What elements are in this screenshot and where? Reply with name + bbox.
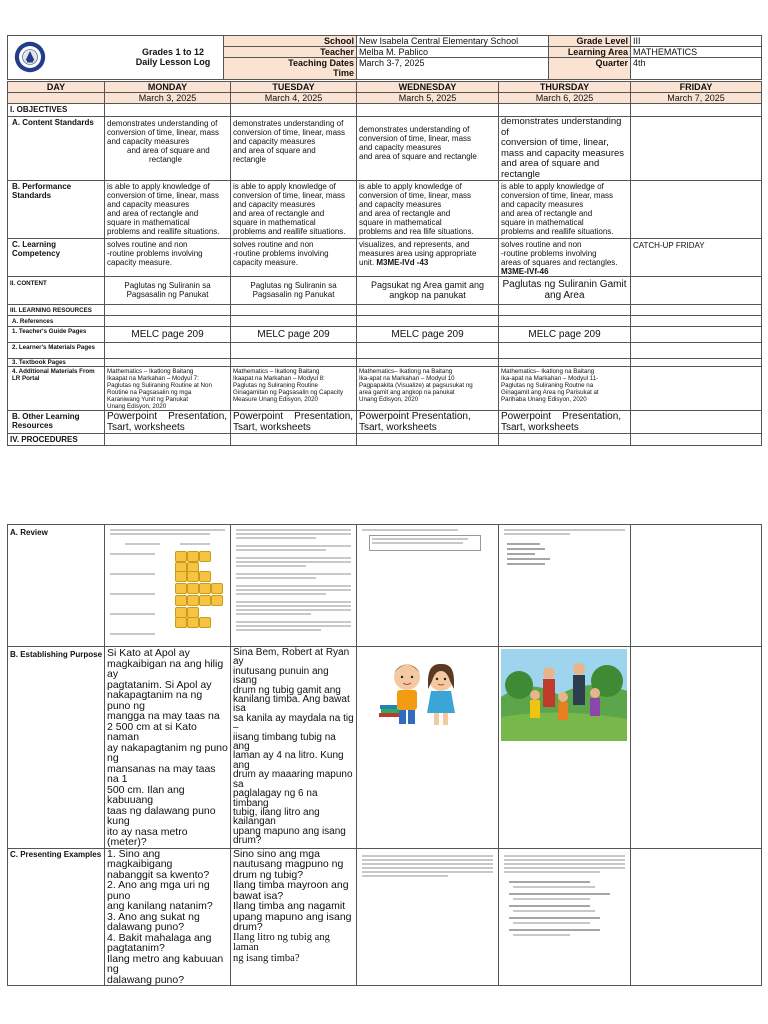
date-monday: March 3, 2025: [105, 93, 231, 104]
lesson-body-page-1: [7, 81, 761, 446]
quarter-label: Quarter: [549, 58, 631, 80]
additional-thu: Mathematics– Ikatlong na Baitang Ika-apat na Markahan – Modyul 11- Paglutas ng Suliraning Routne na Ginagamit ang Area ng Parisukat at Parihaba Unang Edisyon, 2020: [499, 367, 631, 411]
day-wednesday: WEDNESDAY: [357, 82, 499, 93]
content-standards-thu: demonstrates understanding of conversion of time, linear, mass and capacity measures and area of square and rectangle: [499, 117, 631, 181]
review-label: A. Review: [8, 525, 105, 647]
purpose-mon: Si Kato at Apol ay magkaibigan na ang hilig ay pagtatanim. Si Apol ay nakapagtanim na ng puno ng mangga na may taas na 2 500 cm at si Kato naman ay nakapagtanim ng puno ng mansanas na may taas na 1 500 cm. Ilan ang kabuuang taas ng dalawang puno kung ito ay nasa metro (meter)?: [105, 647, 231, 849]
time-label: Time: [333, 68, 354, 78]
day-thursday: THURSDAY: [499, 82, 631, 93]
guide-mon: MELC page 209: [105, 327, 231, 343]
day-friday: FRIDAY: [631, 82, 762, 93]
content-wed: Pagsukat ng Area gamit ang angkop na panukat: [357, 277, 499, 305]
teaching-dates-text: Teaching Dates: [288, 58, 354, 68]
day-label: DAY: [8, 82, 105, 93]
teaching-dates-value: March 3-7, 2025: [357, 58, 549, 80]
catch-up-friday: CATCH-UP FRIDAY: [631, 239, 762, 277]
lesson-body-page-2: [7, 524, 761, 986]
other-tue: Powerpoint Presentation, Tsart, worksheets: [231, 411, 357, 434]
content-tue: Paglutas ng Suliranin sa Pagsasalin ng Panukat: [231, 277, 357, 305]
learning-resources-heading: III. LEARNING RESOURCES: [8, 305, 105, 316]
grade-level-value: III: [631, 36, 762, 47]
competency-mon: solves routine and non -routine problems involving capacity measure.: [105, 239, 231, 277]
content-standards-mon: demonstrates understanding of conversion of time, linear, mass and capacity measures and area of square and rectangle: [105, 117, 231, 181]
date-wednesday: March 5, 2025: [357, 93, 499, 104]
purpose-tue: Sina Bem, Robert at Ryan ay inutusang punuin ang isang drum ng tubig gamit ang kanilang timba. Ang bawat isa sa kanila ay maydala na tig – iisang timbang tubig na ang laman ay 4 na litro. Kung ang drum ay maaaring mapuno sa paglalagay ng 6 na timbang tubig, ilang litro ang kailangan upang mapuno ang isang drum?: [231, 647, 357, 849]
school-label: School: [224, 36, 357, 47]
review-tue-worksheet-image: [231, 525, 357, 647]
other-mon: Powerpoint Presentation, Tsart, worksheets: [105, 411, 231, 434]
presenting-thu-text-image: [499, 848, 631, 986]
other-thu: Powerpoint Presentation, Tsart, worksheets: [499, 411, 631, 434]
date-thursday: March 6, 2025: [499, 93, 631, 104]
textbook-pages-label: 3. Textbook Pages: [8, 359, 105, 367]
date-friday: March 7, 2025: [631, 93, 762, 104]
establishing-purpose-label: B. Establishing Purpose: [8, 647, 105, 849]
teaching-dates-label: [224, 58, 357, 80]
content-standards-label: A. Content Standards: [8, 117, 105, 181]
content-mon: Paglutas ng Suliranin sa Pagsasalin ng Panukat: [105, 277, 231, 305]
content-thu: Paglutas ng Suliranin Gamit ang Area: [499, 277, 631, 305]
review-thu-worksheet-image: [499, 525, 631, 647]
competency-code-wed: M3ME-IVd -43: [376, 258, 429, 267]
school-value: New Isabela Central Elementary School: [357, 36, 549, 47]
seal-icon: [14, 41, 46, 73]
performance-standards-wed: is able to apply knowledge of conversion of time, linear, mass and capacity measures and area of rectangle and square in mathematical problems and rea llife situations.: [357, 181, 499, 239]
content-label: II. CONTENT: [8, 277, 105, 305]
competency-wed: visualizes, and represents, and measures area using appropriate unit. M3ME-IVd -43: [357, 239, 499, 277]
competency-thu: solves routine and non -routine problems involving areas of squares and rectangles. M3ME-IVf-46: [499, 239, 631, 277]
learners-materials-label: 2. Learner's Materials Pages: [8, 343, 105, 359]
header-title-cell: [8, 36, 224, 80]
date-tuesday: March 4, 2025: [231, 93, 357, 104]
purpose-thu-family-photo: [499, 647, 631, 849]
references-label: A. References: [8, 316, 105, 327]
content-standards-tue: demonstrates understanding of conversion of time, linear, mass and capacity measures and area of square and rectangle: [231, 117, 357, 181]
guide-thu: MELC page 209: [499, 327, 631, 343]
learning-area-label: Learning Area: [549, 47, 631, 58]
additional-mon: Mathematics – Ikatlong Baitang Ikaapat na Markahan – Modyul 7: Paglutas ng Suliraning Routine at Non Routine na Pagsasalin ng mga Karaniwang Yunit ng Panukat Unang Edisyon, 2020: [105, 367, 231, 411]
day-monday: MONDAY: [105, 82, 231, 93]
title-line-2: Daily Lesson Log: [135, 57, 211, 67]
performance-standards-label: B. Performance Standards: [8, 181, 105, 239]
review-mon-worksheet-image: [105, 525, 231, 647]
additional-tue: Mathematics – Ikatlong Baitang Ikaapat na Markahan – Modyul 8: Paglutas ng Suliraning Routine Ginagamitan ng Pagsasalin ng Capacity Measure Unang Edisyon, 2020: [231, 367, 357, 411]
content-standards-wed: demonstrates understanding of conversion of time, linear, mass and capacity measures and area of square and rectangle: [357, 117, 499, 181]
family-park-photo: [499, 647, 629, 759]
title-line-1: Grades 1 to 12: [141, 47, 205, 57]
header-grid: [7, 35, 761, 81]
teacher-label: Teacher: [224, 47, 357, 58]
learning-competency-label: C. Learning Competency: [8, 239, 105, 277]
performance-standards-tue: is able to apply knowledge of conversion of time, linear, mass and capacity measures and area of rectangle and square in mathematical problems and reallife situations.: [231, 181, 357, 239]
performance-standards-mon: is able to apply knowledge of conversion of time, linear, mass and capacity measures and area of rectangle and square in mathematical problems and reallife situations.: [105, 181, 231, 239]
competency-tue: solves routine and non -routine problems involving capacity measure.: [231, 239, 357, 277]
day-tuesday: TUESDAY: [231, 82, 357, 93]
teachers-guide-label: 1. Teacher's Guide Pages: [8, 327, 105, 343]
review-wed-worksheet-image: [357, 525, 499, 647]
performance-standards-thu: is able to apply knowledge of conversion of time, linear, mass and capacity measures and area of rectangle and square in mathematical problems and reallife situations.: [499, 181, 631, 239]
presenting-wed-text-image: [357, 848, 499, 986]
teacher-value: Melba M. Pablico: [357, 47, 549, 58]
presenting-mon: 1. Sino ang magkaibigang nabanggit sa kwento? 2. Ano ang mga uri ng puno ang kanilang natanim? 3. Ano ang sukat ng dalawang puno? 4. Bakit mahalaga ang pagtatanim? Ilang metro ang kabuuan ng dalawang puno?: [105, 848, 231, 986]
additional-materials-label: 4. Additional Materials From LR Portal: [8, 367, 105, 411]
quarter-value: 4th: [631, 58, 762, 80]
procedures-heading: IV. PROCEDURES: [8, 434, 105, 446]
presenting-examples-label: C. Presenting Examples: [8, 848, 105, 986]
grade-level-label: Grade Level: [549, 36, 631, 47]
learning-area-value: MATHEMATICS: [631, 47, 762, 58]
guide-wed: MELC page 209: [357, 327, 499, 343]
objectives-heading: I. OBJECTIVES: [8, 104, 105, 117]
children-reading-illustration: [357, 647, 497, 759]
other-resources-label: B. Other Learning Resources: [8, 411, 105, 434]
presenting-tue: Sino sino ang mga nautusang magpuno ng drum ng tubig? Ilang timba mayroon ang bawat isa? Ilang timba ang nagamit upang mapuno ang isang drum? Ilang litro ng tubig ang laman ng isang timba?: [231, 848, 357, 986]
other-wed: Powerpoint Presentation, Tsart, worksheets: [357, 411, 499, 434]
purpose-wed-kids-image: [357, 647, 499, 849]
competency-code-thu: M3ME-IVf-46: [501, 267, 549, 276]
additional-wed: Mathematics– Ikatlong na Baitang Ika-apat na Markahan – Modyul 10 Pagpapakita (Visualize) at pagsusukat ng area gamit ang angkop na panukat Unang Edisyon, 2020: [357, 367, 499, 411]
guide-tue: MELC page 209: [231, 327, 357, 343]
